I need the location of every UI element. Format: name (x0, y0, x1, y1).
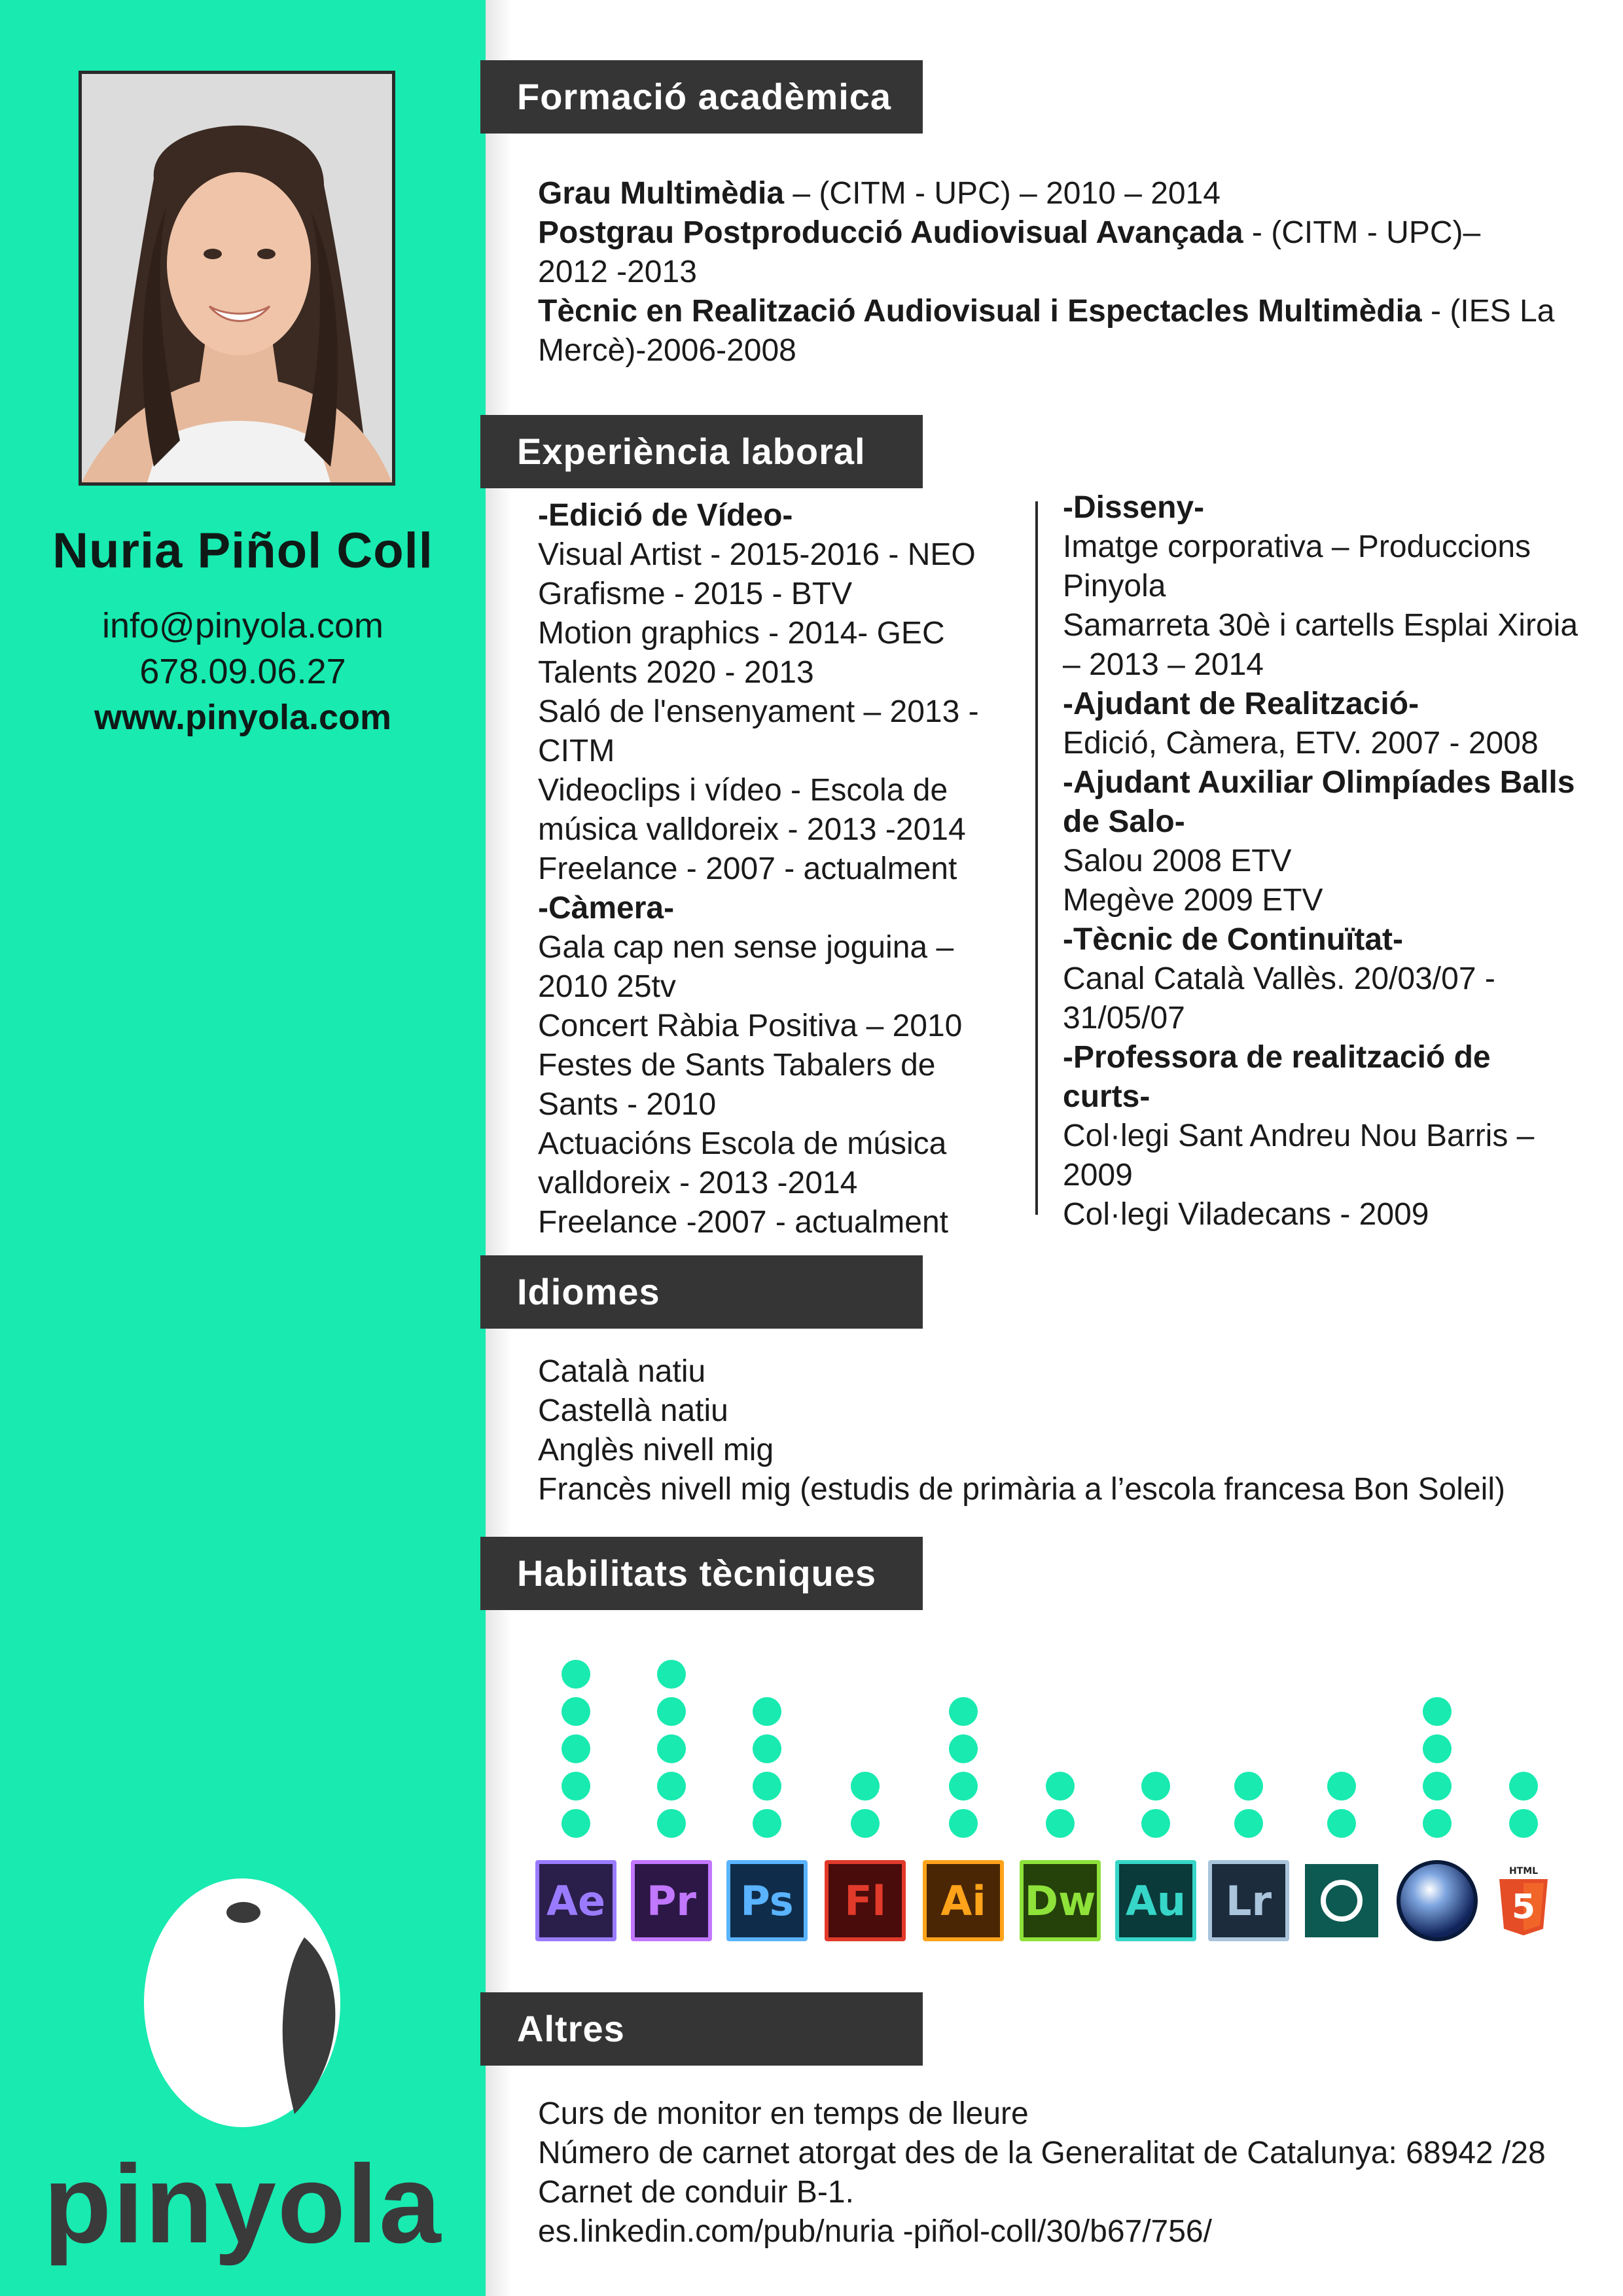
column-divider (1035, 501, 1038, 1215)
experience-category: -Edició de Vídeo- (538, 498, 793, 533)
skill-level-dot (753, 1772, 781, 1801)
skill-level-dot (1423, 1809, 1452, 1838)
skill-level-dot (949, 1697, 978, 1726)
skill-level-dot (657, 1809, 686, 1838)
skill-level-dot (1423, 1734, 1452, 1763)
3ds-max-icon (1301, 1860, 1382, 1941)
skill-level-dot (657, 1697, 686, 1726)
dreamweaver-icon: Dw (1020, 1860, 1101, 1941)
logo-wordmark: pinyola (43, 2142, 442, 2267)
experience-item: Motion graphics - 2014- GEC Talents 2020 - 2013 (538, 616, 945, 690)
email-text[interactable]: info@pinyola.com (101, 606, 384, 645)
experience-item: Concert Ràbia Positiva – 2010 (538, 1009, 963, 1043)
skill-level-dot (1234, 1809, 1263, 1838)
languages-header: Idiomes (480, 1255, 923, 1329)
language-item: Castellà natiu (538, 1393, 728, 1428)
experience-category: -Tècnic de Continuïtat- (1063, 922, 1403, 957)
skill-level-dot (562, 1734, 590, 1763)
education-header: Formació acadèmica (480, 60, 923, 134)
skill-level-dot (1141, 1809, 1170, 1838)
skill-level-dot (851, 1809, 880, 1838)
linkedin-link[interactable]: es.linkedin.com/pub/nuria -piñol-coll/30/b67/756/ (538, 2214, 1212, 2249)
others-list (538, 2094, 1598, 2251)
profile-photo (79, 71, 395, 486)
html5-icon (1483, 1860, 1564, 1941)
skill-level-dot (1046, 1809, 1075, 1838)
audition-icon: Au (1115, 1860, 1196, 1941)
others-header: Altres (480, 1992, 923, 2066)
skill-level-dot (1141, 1772, 1170, 1801)
experience-item: Salou 2008 ETV (1063, 844, 1292, 878)
experience-item: Actuacións Escola de música valldoreix - 2013 -2014 (538, 1126, 947, 1200)
skill-level-dot (851, 1772, 880, 1801)
experience-item: Freelance -2007 - actualment (538, 1205, 948, 1240)
experience-category: -Professora de realització de curts- (1063, 1040, 1491, 1114)
skill-level-dot (562, 1772, 590, 1801)
skill-level-dot (949, 1772, 978, 1801)
skill-level-dot (1509, 1772, 1538, 1801)
cinema-4d-icon (1397, 1860, 1478, 1941)
experience-category: -Càmera- (538, 891, 675, 925)
skill-level-dot (753, 1734, 781, 1763)
skill-level-dot (1327, 1809, 1356, 1838)
languages-list (538, 1352, 1585, 1509)
illustrator-icon: Ai (923, 1860, 1004, 1941)
other-item: Número de carnet atorgat des de la Generalitat de Catalunya: 68942 /28 (538, 2136, 1546, 2170)
experience-item: Freelance - 2007 - actualment (538, 852, 957, 886)
experience-item: Grafisme - 2015 - BTV (538, 577, 853, 611)
experience-item: Imatge corporativa – Produccions Pinyola (1063, 529, 1531, 603)
experience-item: Edició, Càmera, ETV. 2007 - 2008 (1063, 726, 1539, 761)
language-item: Francès nivell mig (estudis de primària a l’escola francesa Bon Soleil) (538, 1472, 1505, 1507)
experience-item: Visual Artist - 2015-2016 - NEO (538, 537, 976, 572)
skill-level-dot (753, 1697, 781, 1726)
education-item: Tècnic en Realització Audiovisual i Espectacles Multimèdia - (IES La Mercè)-2006-2008 (538, 294, 1555, 368)
skill-level-dot (657, 1772, 686, 1801)
skill-level-dot (1234, 1772, 1263, 1801)
experience-item: Gala cap nen sense joguina – 2010 25tv (538, 930, 954, 1004)
skill-level-dot (1509, 1809, 1538, 1838)
experience-category: -Ajudant Auxiliar Olimpíades Balls de Salo- (1063, 765, 1575, 839)
other-item: Carnet de conduir B-1. (538, 2175, 854, 2210)
education-item: Postgrau Postproducció Audiovisual Avançada - (CITM - UPC)– 2012 -2013 (538, 215, 1481, 289)
experience-item: Canal Català Vallès. 20/03/07 - 31/05/07 (1063, 961, 1495, 1035)
skill-level-dot (562, 1809, 590, 1838)
skill-level-dot (1046, 1772, 1075, 1801)
seed-logo-icon (131, 1859, 366, 2134)
html5-label: 5 (1511, 1888, 1536, 1927)
experience-right-column (1063, 488, 1586, 1234)
experience-item: Samarreta 30è i cartells Esplai Xiroia – 2013 – 2014 (1063, 608, 1578, 682)
experience-item: Festes de Sants Tabalers de Sants - 2010 (538, 1048, 936, 1122)
website-link[interactable]: www.pinyola.com (94, 698, 392, 737)
skill-level-dot (657, 1660, 686, 1689)
education-item: Grau Multimèdia – (CITM - UPC) – 2010 – 2014 (538, 176, 1221, 211)
other-item: Curs de monitor en temps de lleure (538, 2096, 1029, 2131)
candidate-name: Nuria Piñol Coll (52, 523, 433, 579)
language-item: Anglès nivell mig (538, 1433, 774, 1467)
experience-category: -Disseny- (1063, 490, 1205, 525)
skill-level-dot (753, 1809, 781, 1838)
svg-text:HTML: HTML (1508, 1866, 1539, 1876)
skill-level-dot (1327, 1772, 1356, 1801)
skill-level-dot (562, 1660, 590, 1689)
sidebar-shadow (486, 0, 512, 2296)
experience-left-column (538, 496, 1022, 1242)
experience-header: Experiència laboral (480, 415, 923, 488)
portrait-illustration (82, 74, 392, 482)
phone-text: 678.09.06.27 (139, 652, 346, 691)
skill-level-dot (1423, 1772, 1452, 1801)
flash-icon: Fl (825, 1860, 906, 1941)
skill-level-dot (1423, 1697, 1452, 1726)
skills-header: Habilitats tècniques (480, 1537, 923, 1610)
experience-item: Videoclips i vídeo - Escola de música valldoreix - 2013 -2014 (538, 773, 966, 847)
skill-level-dot (949, 1809, 978, 1838)
experience-category: -Ajudant de Realització- (1063, 687, 1419, 721)
after-effects-icon: Ae (535, 1860, 616, 1941)
skill-level-dot (562, 1697, 590, 1726)
experience-item: Saló de l'ensenyament – 2013 - CITM (538, 694, 979, 768)
skill-level-dot (657, 1734, 686, 1763)
education-list (538, 174, 1559, 370)
experience-item: Col·legi Sant Andreu Nou Barris – 2009 (1063, 1119, 1535, 1193)
experience-item: Megève 2009 ETV (1063, 883, 1323, 918)
skill-level-dot (949, 1734, 978, 1763)
language-item: Català natiu (538, 1354, 706, 1389)
lightroom-icon: Lr (1208, 1860, 1289, 1941)
photoshop-icon: Ps (726, 1860, 808, 1941)
premiere-icon: Pr (631, 1860, 712, 1941)
experience-item: Col·legi Viladecans - 2009 (1063, 1197, 1429, 1232)
